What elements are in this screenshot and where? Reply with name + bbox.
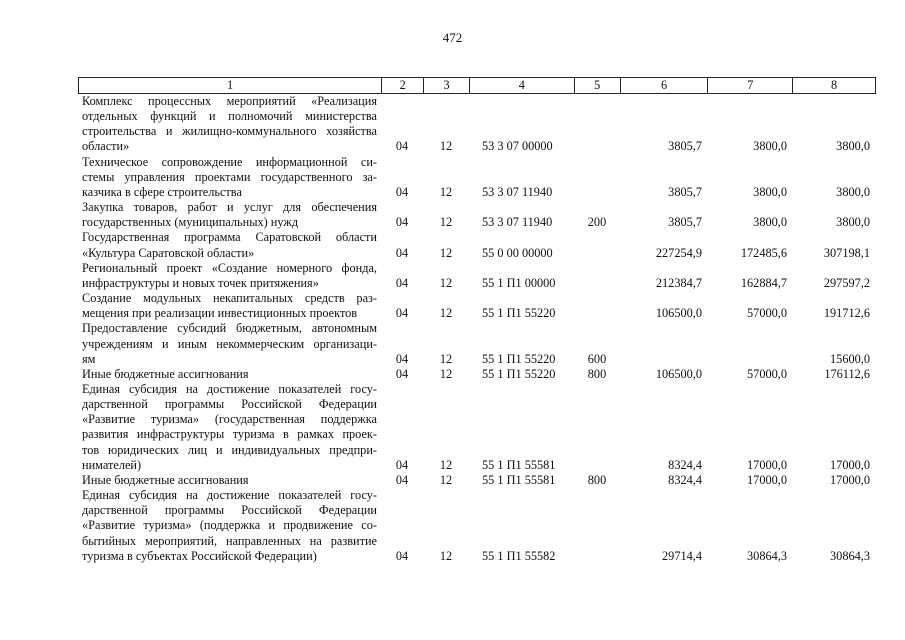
cell-amount-col-8: 176112,6 bbox=[824, 366, 870, 381]
cell-target-article: 55 1 П1 55581 bbox=[482, 472, 556, 487]
table-row bbox=[78, 261, 876, 291]
cell-section: 04 bbox=[395, 548, 409, 563]
cell-expense-type: 600 bbox=[587, 351, 607, 366]
table-row bbox=[78, 321, 876, 366]
cell-section: 04 bbox=[395, 457, 409, 472]
cell-subsection: 12 bbox=[439, 306, 453, 321]
description-line: развития инфраструктуры туризма в рамках проек- bbox=[82, 427, 377, 442]
cell-target-article: 55 1 П1 55220 bbox=[482, 351, 556, 366]
table-row bbox=[78, 473, 876, 488]
cell-section: 04 bbox=[395, 472, 409, 487]
cell-subsection: 12 bbox=[439, 457, 453, 472]
description-line: мещения при реализации инвестиционных проектов bbox=[82, 306, 358, 321]
description-line: тов юридических лиц и индивидуальных предпри- bbox=[82, 442, 377, 457]
cell-amount-col-8: 17000,0 bbox=[830, 457, 870, 472]
description-line: Закупка товаров, работ и услуг для обеспечения bbox=[82, 200, 377, 215]
header-col-5: 5 bbox=[574, 78, 620, 93]
header-col-4: 4 bbox=[469, 78, 574, 93]
description-line: области» bbox=[82, 139, 130, 154]
cell-subsection: 12 bbox=[439, 472, 453, 487]
cell-amount-col-6: 3805,7 bbox=[668, 139, 702, 154]
description-line: Государственная программа Саратовской области bbox=[82, 230, 377, 245]
budget-table bbox=[78, 77, 876, 564]
cell-target-article: 55 1 П1 55220 bbox=[482, 366, 556, 381]
header-col-3: 3 bbox=[423, 78, 469, 93]
cell-target-article: 55 1 П1 55581 bbox=[482, 457, 556, 472]
cell-amount-col-8: 15600,0 bbox=[830, 351, 870, 366]
row-description bbox=[78, 321, 381, 366]
table-row bbox=[78, 200, 876, 230]
description-line: туризма в субъектах Российской Федерации) bbox=[82, 548, 317, 563]
cell-amount-col-7: 172485,6 bbox=[740, 245, 787, 260]
description-line: бытийных мероприятий, направленных на развитие bbox=[82, 533, 377, 548]
description-line: инфраструктуры и новых точек притяжения» bbox=[82, 275, 319, 290]
description-line: Региональный проект «Создание номерного фонда, bbox=[82, 260, 377, 275]
row-description bbox=[78, 367, 381, 382]
cell-amount-col-7: 57000,0 bbox=[747, 366, 787, 381]
cell-target-article: 55 1 П1 55220 bbox=[482, 306, 556, 321]
cell-section: 04 bbox=[395, 306, 409, 321]
cell-amount-col-8: 3800,0 bbox=[836, 139, 870, 154]
cell-target-article: 55 0 00 00000 bbox=[482, 245, 553, 260]
cell-section: 04 bbox=[395, 366, 409, 381]
table-row bbox=[78, 488, 876, 564]
table-body bbox=[78, 94, 876, 564]
description-line: нимателей) bbox=[82, 457, 142, 472]
description-line: Техническое сопровождение информационной си- bbox=[82, 154, 377, 169]
cell-amount-col-7: 57000,0 bbox=[747, 306, 787, 321]
cell-amount-col-6: 29714,4 bbox=[662, 548, 702, 563]
cell-target-article: 55 1 П1 00000 bbox=[482, 275, 556, 290]
row-description bbox=[78, 291, 381, 321]
cell-target-article: 53 3 07 11940 bbox=[482, 215, 553, 230]
cell-amount-col-8: 191712,6 bbox=[823, 306, 870, 321]
cell-section: 04 bbox=[395, 139, 409, 154]
cell-amount-col-8: 17000,0 bbox=[830, 472, 870, 487]
cell-amount-col-6: 212384,7 bbox=[655, 275, 702, 290]
cell-subsection: 12 bbox=[439, 366, 453, 381]
cell-expense-type: 200 bbox=[587, 215, 607, 230]
row-description bbox=[78, 155, 381, 200]
table-row bbox=[78, 367, 876, 382]
description-line: Предоставление субсидий бюджетным, автономным bbox=[82, 321, 377, 336]
cell-amount-col-8: 307198,1 bbox=[823, 245, 870, 260]
description-line: «Культура Саратовской области» bbox=[82, 245, 255, 260]
description-line: дарственной программы Российской Федерации bbox=[82, 397, 377, 412]
cell-amount-col-6: 227254,9 bbox=[655, 245, 702, 260]
cell-section: 04 bbox=[395, 215, 409, 230]
cell-amount-col-7: 30864,3 bbox=[747, 548, 787, 563]
cell-subsection: 12 bbox=[439, 184, 453, 199]
cell-amount-col-6: 8324,4 bbox=[668, 472, 702, 487]
row-description bbox=[78, 261, 381, 291]
description-line: Иные бюджетные ассигнования bbox=[82, 366, 249, 381]
table-row bbox=[78, 155, 876, 200]
table-row bbox=[78, 230, 876, 260]
description-line: «Развитие туризма» (поддержка и продвижение со- bbox=[82, 518, 377, 533]
cell-subsection: 12 bbox=[439, 275, 453, 290]
cell-target-article: 53 3 07 00000 bbox=[482, 139, 553, 154]
cell-subsection: 12 bbox=[439, 215, 453, 230]
page-number: 472 bbox=[442, 30, 463, 45]
header-col-7: 7 bbox=[707, 78, 792, 93]
cell-subsection: 12 bbox=[439, 548, 453, 563]
table-header-row bbox=[78, 77, 876, 94]
table-row bbox=[78, 94, 876, 155]
cell-amount-col-7: 162884,7 bbox=[740, 275, 787, 290]
description-line: Единая субсидия на достижение показателей госу- bbox=[82, 488, 377, 503]
cell-subsection: 12 bbox=[439, 351, 453, 366]
cell-amount-col-8: 30864,3 bbox=[830, 548, 870, 563]
description-line: Комплекс процессных мероприятий «Реализация bbox=[82, 94, 377, 108]
row-description bbox=[78, 473, 381, 488]
cell-subsection: 12 bbox=[439, 245, 453, 260]
cell-amount-col-6: 106500,0 bbox=[655, 366, 702, 381]
description-line: учреждениям и иным некоммерческим организаци- bbox=[82, 336, 377, 351]
cell-amount-col-6: 3805,7 bbox=[668, 215, 702, 230]
row-description bbox=[78, 382, 381, 473]
row-description bbox=[78, 488, 381, 564]
cell-expense-type: 800 bbox=[587, 366, 607, 381]
cell-section: 04 bbox=[395, 184, 409, 199]
row-description bbox=[78, 94, 381, 155]
cell-subsection: 12 bbox=[439, 139, 453, 154]
description-line: Иные бюджетные ассигнования bbox=[82, 472, 249, 487]
header-col-2: 2 bbox=[381, 78, 423, 93]
cell-amount-col-6: 3805,7 bbox=[668, 184, 702, 199]
header-col-1: 1 bbox=[227, 78, 234, 92]
description-line: строительства и жилищно-коммунального хозяйства bbox=[82, 124, 377, 139]
cell-target-article: 53 3 07 11940 bbox=[482, 184, 553, 199]
cell-amount-col-7: 3800,0 bbox=[753, 184, 787, 199]
description-line: отдельных функций и полномочий министерства bbox=[82, 109, 377, 124]
table-row bbox=[78, 291, 876, 321]
description-line: Единая субсидия на достижение показателей госу- bbox=[82, 381, 377, 396]
cell-amount-col-7: 17000,0 bbox=[747, 457, 787, 472]
cell-amount-col-6: 106500,0 bbox=[655, 306, 702, 321]
header-col-6: 6 bbox=[620, 78, 708, 93]
description-line: государственных (муниципальных) нужд bbox=[82, 215, 299, 230]
cell-amount-col-7: 17000,0 bbox=[747, 472, 787, 487]
cell-section: 04 bbox=[395, 275, 409, 290]
description-line: ям bbox=[82, 351, 96, 366]
description-line: казчика в сфере строительства bbox=[82, 184, 242, 199]
row-description bbox=[78, 200, 381, 230]
cell-section: 04 bbox=[395, 245, 409, 260]
cell-amount-col-6: 8324,4 bbox=[668, 457, 702, 472]
cell-amount-col-7: 3800,0 bbox=[753, 215, 787, 230]
cell-section: 04 bbox=[395, 351, 409, 366]
cell-amount-col-8: 3800,0 bbox=[836, 215, 870, 230]
description-line: дарственной программы Российской Федерации bbox=[82, 503, 377, 518]
cell-amount-col-7: 3800,0 bbox=[753, 139, 787, 154]
cell-amount-col-8: 3800,0 bbox=[836, 184, 870, 199]
cell-amount-col-8: 297597,2 bbox=[823, 275, 870, 290]
header-col-8: 8 bbox=[792, 78, 875, 93]
description-line: «Развитие туризма» (государственная поддержка bbox=[82, 412, 377, 427]
description-line: Создание модульных некапитальных средств раз- bbox=[82, 291, 377, 306]
row-description bbox=[78, 230, 381, 260]
cell-target-article: 55 1 П1 55582 bbox=[482, 548, 556, 563]
cell-expense-type: 800 bbox=[587, 472, 607, 487]
description-line: стемы управления проектами государственного за- bbox=[82, 169, 377, 184]
table-row bbox=[78, 382, 876, 473]
